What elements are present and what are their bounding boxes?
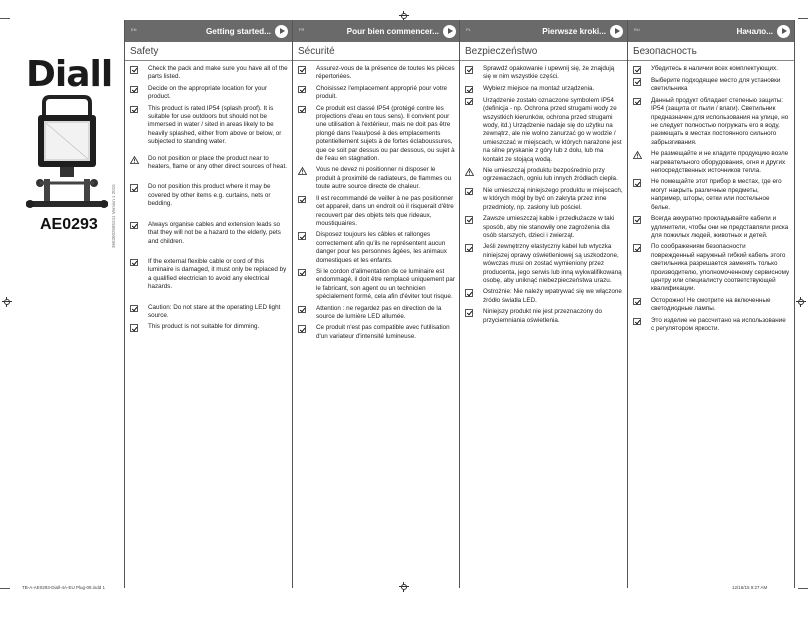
list-item: Jeśli zewnętrzny elastyczny kabel lub wtyczka niniejszej oprawy oświetleniowej są uszkodzone, wówczas musi on zostać wymieniony przez producenta, jego serwis lub inną wykwalifikowaną osobę, aby uniknąć niebezpieczeństwa urazu. [465,243,623,285]
section-title: Safety [125,42,292,61]
checkbox-icon [298,232,306,240]
checkbox-icon [633,298,641,306]
safety-list [125,61,292,332]
list-item: This product is not suitable for dimming. [130,323,288,332]
list-item: Не помещайте этот прибор в местах, где его могут накрыть различные предметы, например, шторы, сетки или постельное белье. [633,178,790,212]
crop-mark [798,588,808,589]
list-item: Il est recommandé de veiller à ne pas positionner cet appareil, dans un endroit où il risquerait d'être recouvert par des objets tels que rideaux, moustiquaires. [298,195,456,229]
column-english [124,20,292,588]
checkbox-icon [130,305,138,313]
checkbox-icon [633,244,641,252]
checkbox-icon [298,325,306,333]
play-arrow-icon [777,25,790,38]
warning-icon [130,156,139,164]
list-item: Always organise cables and extension leads so that they will not be a hazard to the elderly, pets and children. [130,221,288,246]
checkbox-icon [465,188,473,196]
play-arrow-icon [443,25,456,38]
checkbox-icon [298,196,306,204]
section-title: Безопасность [628,42,794,61]
language-code: PL [466,27,471,32]
list-item: Check the pack and make sure you have all of the parts listed. [130,65,288,82]
header-title: Начало... [736,26,773,36]
checkbox-icon [465,309,473,317]
list-item: Wybierz miejsce na montaż urządzenia. [465,85,623,94]
list-item: Caution: Do not stare at the operating LED light source. [130,304,288,321]
list-item: Disposez toujours les câbles et rallonges correctement afin qu'ils ne représentent aucun danger pour les personnes âgées, les animaux domestiques et les enfants. [298,231,456,265]
warning-icon [298,167,307,175]
checkbox-icon [298,306,306,314]
checkbox-icon [465,66,473,74]
safety-list [460,61,627,325]
footer-timestamp: 12/16/15 9:27 AM [732,585,768,590]
section-title: Bezpieczeństwo [460,42,627,61]
product-code: AE0293 [40,216,98,233]
play-arrow-icon [610,25,623,38]
checkbox-icon [298,106,306,114]
checkbox-icon [130,66,138,74]
checkbox-icon [633,98,641,106]
language-code: FR [299,27,305,32]
list-item: Nie umieszczaj niniejszego produktu w miejscach, w których mógł by być on zakryta przez inne przedmioty, np. zasłony lub pościel. [465,187,623,212]
column-polish [459,20,627,588]
warning-icon [465,168,474,176]
checkbox-icon [633,78,641,86]
list-item: Attention : ne regardez pas en direction de la source de lumière LED allumée. [298,305,456,322]
list-item: Выберите подходящее место для установки светильника [633,77,790,94]
list-item: Niniejszy produkt nie jest przeznaczony do przyciemniania oświetlenia. [465,308,623,325]
list-item: Choisissez l'emplacement approprié pour votre produit. [298,85,456,102]
side-reference: 3663602585241 Version 1 2015 [111,184,116,248]
section-title: Sécurité [293,42,460,61]
checkbox-icon [130,184,138,192]
column-header [628,20,794,42]
list-item: Sprawdź opakowanie i upewnij się, że znajdują się w nim wszystkie części. [465,65,623,82]
checkbox-icon [633,216,641,224]
checkbox-icon [130,324,138,332]
checkbox-icon [465,244,473,252]
checkbox-icon [130,222,138,230]
checkbox-icon [130,259,138,267]
checkbox-icon [130,106,138,114]
warning-icon [633,151,642,159]
list-item: Это изделие не рассчитано на использование с регулятором яркости. [633,317,790,334]
column-header [125,20,292,42]
checkbox-icon [298,86,306,94]
checkbox-icon [130,86,138,94]
list-item: Данный продукт обладает степенью защиты: IP54 (защита от пыли / влаги). Светильник предназначен для использования на улице, но не следует полностью погружать его в воду, размещать в местах постоянного сильного забрызгивания. [633,97,790,147]
column-header [293,20,460,42]
list-item: Urządzenie zostało oznaczone symbolem IP54 (definicja - np. Ochrona przed strugami wody ze wszystkich kierunków, ochrona przed strugami wody, itd.) Urządzenie nadaje się do użytku na zewnątrz, ale nie wolno zanurzać go w wodzie / umieszczać w miejscach, w których narażone jest na silne pryskanie z góry lub z dołu, lub ma kontakt ze stojącą wodą. [465,97,623,164]
checkbox-icon [465,98,473,106]
list-item: If the external flexible cable or cord of this luminaire is damaged, it must only be replaced by a qualified electrician to avoid any electrical hazards. [130,258,288,292]
list-item: Vous ne devez ni positionner ni disposer le produit à proximité de radiateurs, de flammes ou toute autre source directe de chaleur. [298,166,456,191]
language-code: RU [634,27,640,32]
safety-list [293,61,460,341]
checkbox-icon [633,318,641,326]
list-item: Do not position or place the product near to heaters, flame or any other direct sources of heat. [130,155,288,172]
list-item: Decide on the appropriate location for your product. [130,85,288,102]
list-item: Ostrożnie: Nie należy wpatrywać się we włączone źródło światła LED. [465,288,623,305]
column-header [460,20,627,42]
play-arrow-icon [275,25,288,38]
list-item: This product is rated IP54 (splash proof). It is suitable for use outdoors but should not be immersed in water / sited in areas likely to be heavily splashed, either from above or below, or subjected to standing water. [130,105,288,147]
list-item: Ce produit est classé IP54 (protégé contre les projections d'eau en tous sens). Il convient pour une utilisation à l'extérieur, mais ne doit pas être plongé dans l'eau/posé à des emplacements potentiellement sujets à de fortes éclaboussures, que ce soit par dessus ou par dessous, ou sujet à de l'eau en stagnation. [298,105,456,164]
safety-list [628,61,794,333]
column-russian [627,20,795,588]
floodlight-product-icon [24,93,114,213]
list-item: По соображениям безопасности поврежденный наружный гибкий кабель этого светильника разрешается заменять только производителю, уполномоченному сервисному центру или специалисту соответствующей квалификации. [633,243,790,293]
checkbox-icon [298,66,306,74]
list-item: Осторожно! Не смотрите на включенные светодиодные лампы. [633,297,790,314]
list-item: Si le cordon d'alimentation de ce luminaire est endommagé, il doit être remplacé uniquement par le fabricant, son agent ou un technicien spécialement formé, cela afin d'éviter tout risque. [298,268,456,302]
list-item: Всегда аккуратно прокладывайте кабели и удлинители, чтобы они не представляли риска для пожилых людей, животных и детей. [633,215,790,240]
list-item: Assurez-vous de la présence de toutes les pièces répertoriées. [298,65,456,82]
language-code: EN [131,27,137,32]
footer-file-slug: TB-A-AE0293-Diall-4A-EU Plug-08.indd 1 [22,585,106,590]
checkbox-icon [465,289,473,297]
list-item: Убедитесь в наличии всех комплектующих. [633,65,790,74]
checkbox-icon [633,66,641,74]
header-title: Getting started... [205,26,271,36]
brand-logo: Diall [26,54,113,95]
checkbox-icon [298,269,306,277]
header-title: Pierwsze kroki... [542,26,606,36]
list-item: Nie umieszczaj produktu bezpośrednio przy ogrzewaczach, ogniu lub innych źródłach ciepła. [465,167,623,184]
list-item: Zawsze umieszczaj kable i przedłużacze w taki sposób, aby nie stanowiły one zagrożenia dla osób starszych, dzieci i zwierząt. [465,215,623,240]
list-item: Не размещайте и не кладите продукцию возле нагревательного оборудования, огня и других непосредственных источников тепла. [633,150,790,175]
list-item: Ce produit n'est pas compatible avec l'utilisation d'un variateur d'intensité lumineuse. [298,324,456,341]
checkbox-icon [633,179,641,187]
brand-panel [0,18,124,588]
checkbox-icon [465,86,473,94]
column-french [292,20,460,588]
registration-mark-right [796,297,806,307]
list-item: Do not position this product where it may be covered by other items e.g. curtains, nets or bedding. [130,183,288,208]
header-title: Pour bien commencer... [346,26,439,36]
checkbox-icon [465,216,473,224]
crop-mark [798,18,808,19]
crop-mark [0,588,10,589]
